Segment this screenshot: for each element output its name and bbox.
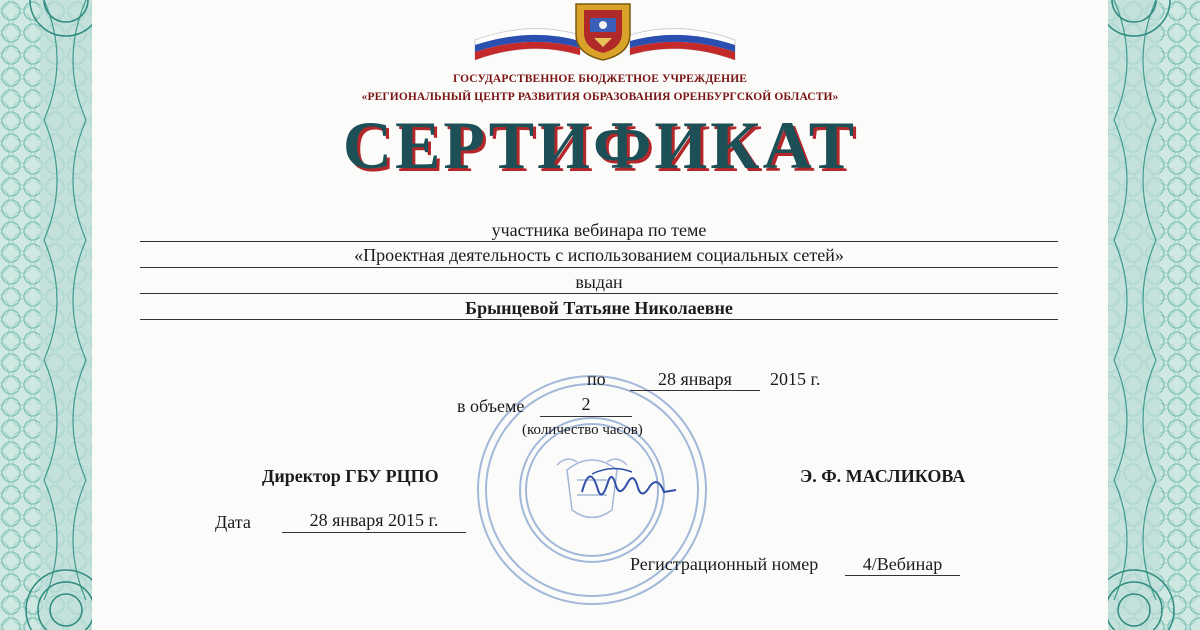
- underline: [845, 575, 960, 576]
- issue-date: 28 января 2015 г.: [309, 510, 439, 530]
- director-position: Директор ГБУ РЦПО: [262, 466, 439, 486]
- date-label: Дата: [215, 512, 251, 532]
- underline: [282, 532, 466, 533]
- director-name: Э. Ф. МАСЛИКОВА: [800, 466, 966, 486]
- certificate-title: СЕРТИФИКАТ: [342, 107, 858, 183]
- volume-label: в объеме: [457, 396, 525, 416]
- organization-type: ГОСУДАРСТВЕННОЕ БЮДЖЕТНОЕ УЧРЕЖДЕНИЕ: [452, 73, 748, 85]
- coat-of-arms-icon: [568, 0, 638, 62]
- underline: [140, 267, 1058, 268]
- period-year: 2015 г.: [770, 369, 821, 389]
- hours-value: 2: [581, 394, 591, 414]
- signature-scribble: [572, 452, 682, 512]
- recipient-name: Брынцевой Татьяне Николаевне: [465, 298, 733, 318]
- participant-label: участника вебинара по теме: [491, 220, 707, 240]
- underline: [140, 241, 1058, 242]
- issued-label: выдан: [575, 272, 623, 292]
- underline: [540, 416, 632, 417]
- period-to-date: 28 января: [658, 369, 732, 389]
- underline: [630, 390, 760, 391]
- hours-caption: (количество часов): [522, 422, 643, 438]
- webinar-topic: «Проектная деятельность с использованием социальных сетей»: [354, 245, 844, 265]
- registration-label: Регистрационный номер: [630, 554, 819, 574]
- underline: [140, 293, 1058, 294]
- underline: [140, 319, 1058, 320]
- period-to-label: по: [587, 369, 606, 389]
- organization-name: «РЕГИОНАЛЬНЫЙ ЦЕНТР РАЗВИТИЯ ОБРАЗОВАНИЯ ОРЕНБУРГСКОЙ ОБЛАСТИ»: [361, 91, 839, 103]
- registration-number: 4/Вебинар: [862, 554, 943, 574]
